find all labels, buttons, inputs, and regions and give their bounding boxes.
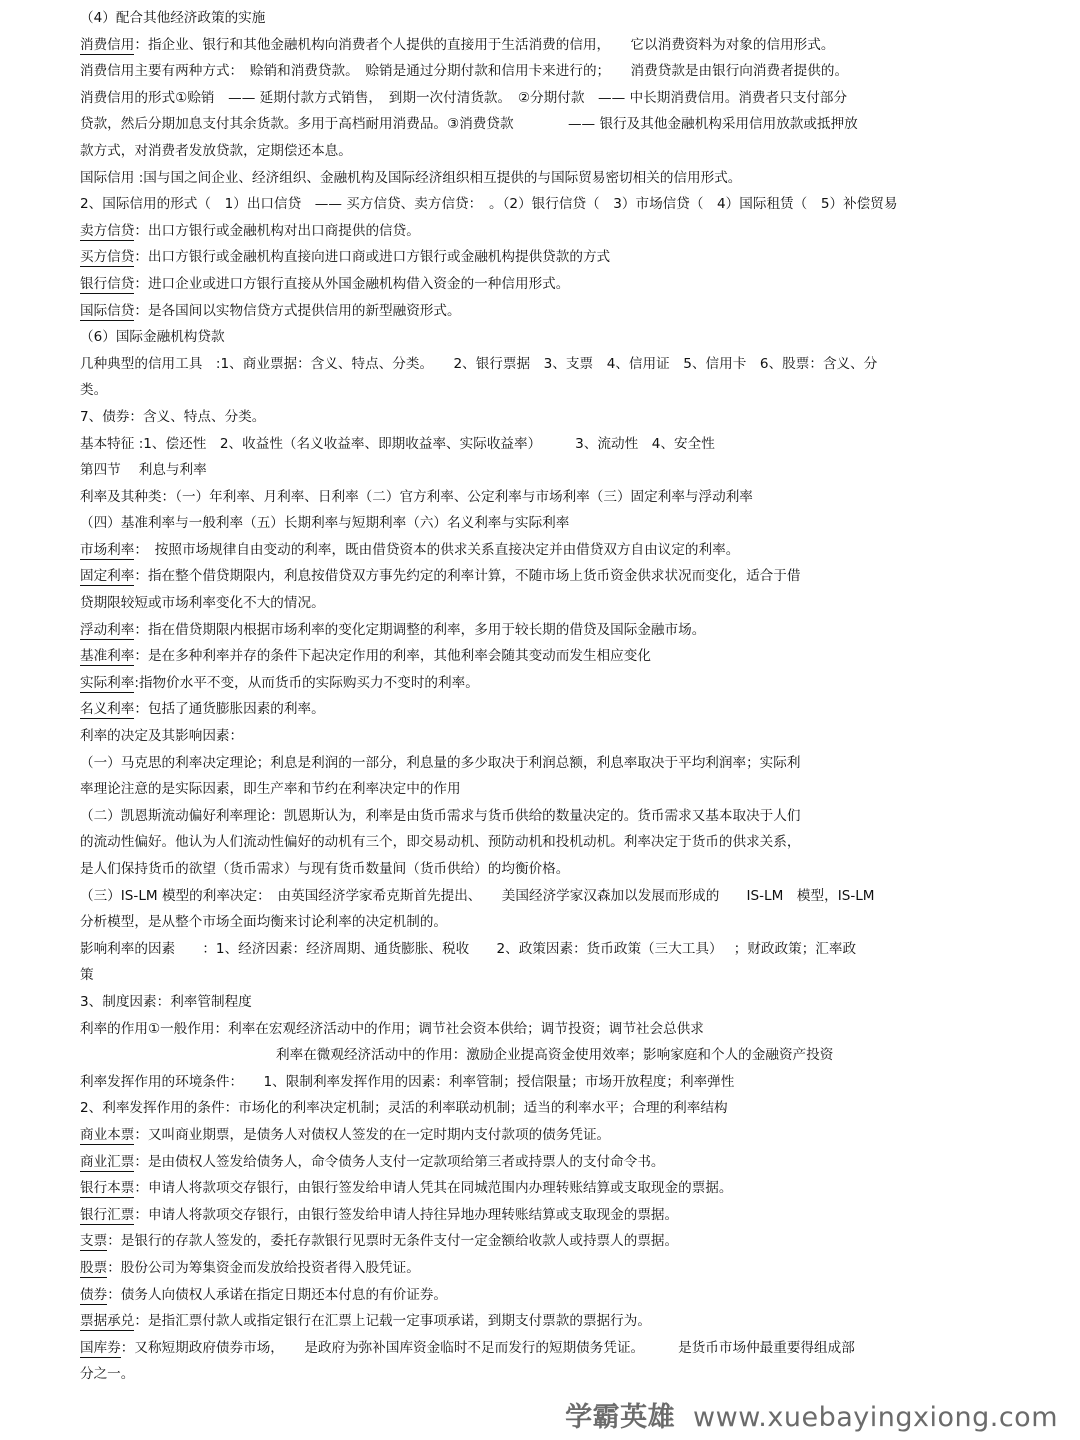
- line-text: ：包括了通货膨胀因素的利率。: [134, 701, 325, 718]
- line-text: ：又叫商业期票，是债务人对债权人签发的在一定时期内支付款项的债务凭证。: [134, 1126, 611, 1143]
- text-line: [80, 962, 1030, 989]
- text-line: [80, 510, 1030, 537]
- text-line: [80, 377, 1030, 404]
- underlined-term: 国库券: [80, 1339, 121, 1356]
- text-line: [80, 1175, 1030, 1202]
- text-line: [80, 696, 1030, 723]
- text-line: [80, 590, 1030, 617]
- line-text: 款方式，对消费者发放贷款，定期偿还本息。: [80, 142, 352, 159]
- underlined-term: 商业汇票: [80, 1153, 135, 1170]
- text-line: [80, 856, 1030, 883]
- line-text: ： 按照市场规律自由变动的利率，既由借贷资本的供求关系直接决定并由借贷双方自由议定的利率。: [134, 541, 740, 558]
- line-text: ：是在多种利率并存的条件下起决定作用的利率，其他利率会随其变动而发生相应变化: [134, 648, 651, 665]
- text-line: [80, 484, 1030, 511]
- line-text: 利率的决定及其影响因素：: [80, 728, 244, 745]
- text-line: [80, 563, 1030, 590]
- line-text: （三）IS-LM 模型的利率决定： 由英国经济学家希克斯首先提出、 美国经济学家汉森加以发展而形成的 IS-LM 模型，IS-LM: [80, 887, 875, 904]
- line-text: 消费信用的形式①赊销 —— 延期付款方式销售， 到期一次付清货款。 ②分期付款 —— 中长期消费信用。消费者只支付部分: [80, 89, 848, 106]
- text-line: [80, 1282, 1030, 1309]
- underlined-term: 实际利率: [80, 674, 135, 691]
- line-text: 率理论注意的是实际因素，即生产率和节约在利率决定中的作用: [80, 781, 461, 798]
- text-line: [80, 617, 1030, 644]
- line-text: （6）国际金融机构贷款: [80, 329, 225, 346]
- underlined-term: 名义利率: [80, 701, 135, 718]
- watermark-brand: 学霸英雄: [565, 1402, 676, 1433]
- text-line: [80, 829, 1030, 856]
- watermark: [565, 1395, 1058, 1434]
- line-text: （4）配合其他经济政策的实施: [80, 10, 266, 26]
- line-text: 利率发挥作用的环境条件： 1、限制利率发挥作用的因素：利率管制；授信限量；市场开放程度；利率弹性: [80, 1073, 735, 1090]
- text-line: [80, 989, 1030, 1016]
- line-text: （一）马克思的利率决定理论；利息是利润的一部分，利息量的多少取决于利润总额，利息率取决于平均利润率；实际利: [80, 754, 801, 771]
- underlined-term: 股票: [80, 1259, 108, 1276]
- line-text: :指物价水平不变，从而货币的实际购买力不变时的利率。: [134, 674, 479, 691]
- line-text: ：出口方银行或金融机构对出口商提供的信贷。: [134, 222, 420, 239]
- line-text: 2、利率发挥作用的条件：市场化的利率决定机制；灵活的利率联动机制；适当的利率水平；合理的利率结构: [80, 1100, 728, 1117]
- line-text: 贷期限较短或市场利率变化不大的情况。: [80, 595, 325, 612]
- line-text: ：股份公司为筹集资金而发放给投资者得入股凭证。: [107, 1259, 420, 1276]
- text-line: [80, 165, 1030, 192]
- text-line: [80, 85, 1030, 112]
- line-text: ：债务人向债权人承诺在指定日期还本付息的有价证券。: [107, 1286, 448, 1303]
- line-text: ：指在整个借贷期限内，利息按借贷双方事先约定的利率计算，不随市场上货币资金供求状况而变化，适合于借: [134, 568, 801, 585]
- underlined-term: 银行信贷: [80, 275, 135, 292]
- text-line: [80, 1335, 1030, 1362]
- text-line: [80, 5, 1030, 32]
- line-text: 3、制度因素：利率管制程度: [80, 993, 252, 1010]
- line-text: 利率在微观经济活动中的作用：激励企业提高资金使用效率；影响家庭和个人的金融资产投资: [276, 1047, 834, 1064]
- line-text: （二）凯恩斯流动偏好利率理论：凯恩斯认为，利率是由货币需求与货币供给的数量决定的。货币需求又基本取决于人们: [80, 807, 801, 824]
- underlined-term: 商业本票: [80, 1126, 135, 1143]
- document-body: [80, 5, 1030, 1388]
- text-line: [80, 457, 1030, 484]
- text-line: [80, 537, 1030, 564]
- underlined-term: 固定利率: [80, 568, 135, 585]
- underlined-term: 卖方信贷: [80, 222, 135, 239]
- text-line: [80, 244, 1030, 271]
- text-line: [80, 58, 1030, 85]
- text-line: [80, 351, 1030, 378]
- line-text: ：是由债权人签发给债务人，命令债务人支付一定款项给第三者或持票人的支付命令书。: [134, 1153, 665, 1170]
- line-text: 第四节 利息与利率: [80, 462, 207, 479]
- text-line: [80, 218, 1030, 245]
- underlined-term: 票据承兑: [80, 1313, 135, 1330]
- text-line: [80, 803, 1030, 830]
- underlined-term: 债券: [80, 1286, 108, 1303]
- text-line: [80, 431, 1030, 458]
- text-line: [80, 1308, 1030, 1335]
- line-text: （四）基准利率与一般利率（五）长期利率与短期利率（六）名义利率与实际利率: [80, 515, 570, 532]
- line-text: 消费信用主要有两种方式： 赊销和消费贷款。 赊销是通过分期付款和信用卡来进行的； 消费贷款是由银行向消费者提供的。: [80, 63, 849, 80]
- text-line: [80, 1149, 1030, 1176]
- text-line: [80, 111, 1030, 138]
- line-text: ：是各国间以实物信贷方式提供信用的新型融资形式。: [134, 302, 461, 319]
- line-text: ：申请人将款项交存银行，由银行签发给申请人凭其在同城范围内办理转账结算或支取现金的票据。: [134, 1180, 733, 1197]
- text-line: [80, 1069, 1030, 1096]
- watermark-url: www.xuebayingxiong.com: [693, 1402, 1058, 1433]
- text-line: [80, 298, 1030, 325]
- text-line: [80, 324, 1030, 351]
- text-line: [80, 750, 1030, 777]
- text-line: [80, 1255, 1030, 1282]
- line-text: 国际信用 :国与国之间企业、经济组织、金融机构及国际经济组织相互提供的与国际贸易密切相关的信用形式。: [80, 169, 742, 186]
- text-line: [80, 1016, 1030, 1043]
- line-text: ：是指汇票付款人或指定银行在汇票上记载一定事项承诺，到期支付票款的票据行为。: [134, 1313, 651, 1330]
- text-line: [80, 883, 1030, 910]
- line-text: 基本特征 :1、偿还性 2、收益性（名义收益率、即期收益率、实际收益率） 3、流动性 4、安全性: [80, 435, 715, 452]
- line-text: ：指企业、银行和其他金融机构向消费者个人提供的直接用于生活消费的信用， 它以消费资料为对象的信用形式。: [134, 36, 835, 53]
- text-line: [80, 271, 1030, 298]
- underlined-term: 银行汇票: [80, 1206, 135, 1223]
- text-line: [80, 191, 1030, 218]
- line-text: 策: [80, 967, 94, 984]
- underlined-term: 银行本票: [80, 1180, 135, 1197]
- line-text: 贷款，然后分期加息支付其余货款。多用于高档耐用消费品。③消费贷款 —— 银行及其他金融机构采用信用放款或抵押放: [80, 116, 858, 133]
- text-line: [80, 670, 1030, 697]
- text-line: [80, 1042, 1030, 1069]
- underlined-term: 支票: [80, 1233, 108, 1250]
- underlined-term: 基准利率: [80, 648, 135, 665]
- line-text: 的流动性偏好。他认为人们流动性偏好的动机有三个，即交易动机、预防动机和投机动机。利率决定于货币的供求关系，: [80, 834, 801, 851]
- text-line: [80, 1228, 1030, 1255]
- text-line: [80, 32, 1030, 59]
- text-line: [80, 776, 1030, 803]
- line-text: 7、债券：含义、特点、分类。: [80, 408, 266, 425]
- line-text: 类。: [80, 382, 108, 399]
- line-text: 影响利率的因素 ：1、经济因素：经济周期、通货膨胀、税收 2、政策因素：货币政策（三大工具） ；财政政策；汇率政: [80, 940, 857, 957]
- underlined-term: 市场利率: [80, 541, 135, 558]
- line-text: 利率的作用①一般作用：利率在宏观经济活动中的作用；调节社会资本供给；调节投资；调节社会总供求: [80, 1020, 704, 1037]
- text-line: [80, 404, 1030, 431]
- line-text: 分之一。: [80, 1366, 135, 1383]
- text-line: [80, 1122, 1030, 1149]
- line-text: 利率及其种类：（一）年利率、月利率、日利率（二）官方利率、公定利率与市场利率（三）固定利率与浮动利率: [80, 488, 753, 505]
- line-text: ：进口企业或进口方银行直接从外国金融机构借入资金的一种信用形式。: [134, 275, 570, 292]
- underlined-term: 买方信贷: [80, 249, 135, 266]
- text-line: [80, 643, 1030, 670]
- line-text: 几种典型的信用工具 :1、商业票据：含义、特点、分类。 2、银行票据 3、支票 4、信用证 5、信用卡 6、股票：含义、分: [80, 355, 878, 372]
- line-text: ：出口方银行或金融机构直接向进口商或进口方银行或金融机构提供贷款的方式: [134, 249, 611, 266]
- underlined-term: 国际信贷: [80, 302, 135, 319]
- text-line: [80, 1361, 1030, 1388]
- underlined-term: 浮动利率: [80, 621, 135, 638]
- text-line: [80, 723, 1030, 750]
- line-text: 分析模型，是从整个市场全面均衡来讨论利率的决定机制的。: [80, 914, 448, 931]
- text-line: [80, 936, 1030, 963]
- text-line: [80, 1202, 1030, 1229]
- line-text: ：申请人将款项交存银行，由银行签发给申请人持往异地办理转账结算或支取现金的票据。: [134, 1206, 679, 1223]
- line-text: 2、国际信用的形式（ 1）出口信贷 —— 买方信贷、卖方信贷： 。（2）银行信贷（ 3）市场信贷（ 4）国际租赁（ 5）补偿贸易: [80, 196, 898, 213]
- text-line: [80, 138, 1030, 165]
- text-line: [80, 909, 1030, 936]
- underlined-term: 消费信用: [80, 36, 135, 53]
- line-text: ：是银行的存款人签发的，委托存款银行见票时无条件支付一定金额给收款人或持票人的票据。: [107, 1233, 679, 1250]
- text-line: [80, 1095, 1030, 1122]
- line-text: ：指在借贷期限内根据市场利率的变化定期调整的利率，多用于较长期的借贷及国际金融市场。: [134, 621, 706, 638]
- line-text: ：又称短期政府债券市场， 是政府为弥补国库资金临时不足而发行的短期债务凭证。 是货币市场仲最重要得组成部: [120, 1339, 855, 1356]
- line-text: 是人们保持货币的欲望（货币需求）与现有货币数量间（货币供给）的均衡价格。: [80, 861, 570, 877]
